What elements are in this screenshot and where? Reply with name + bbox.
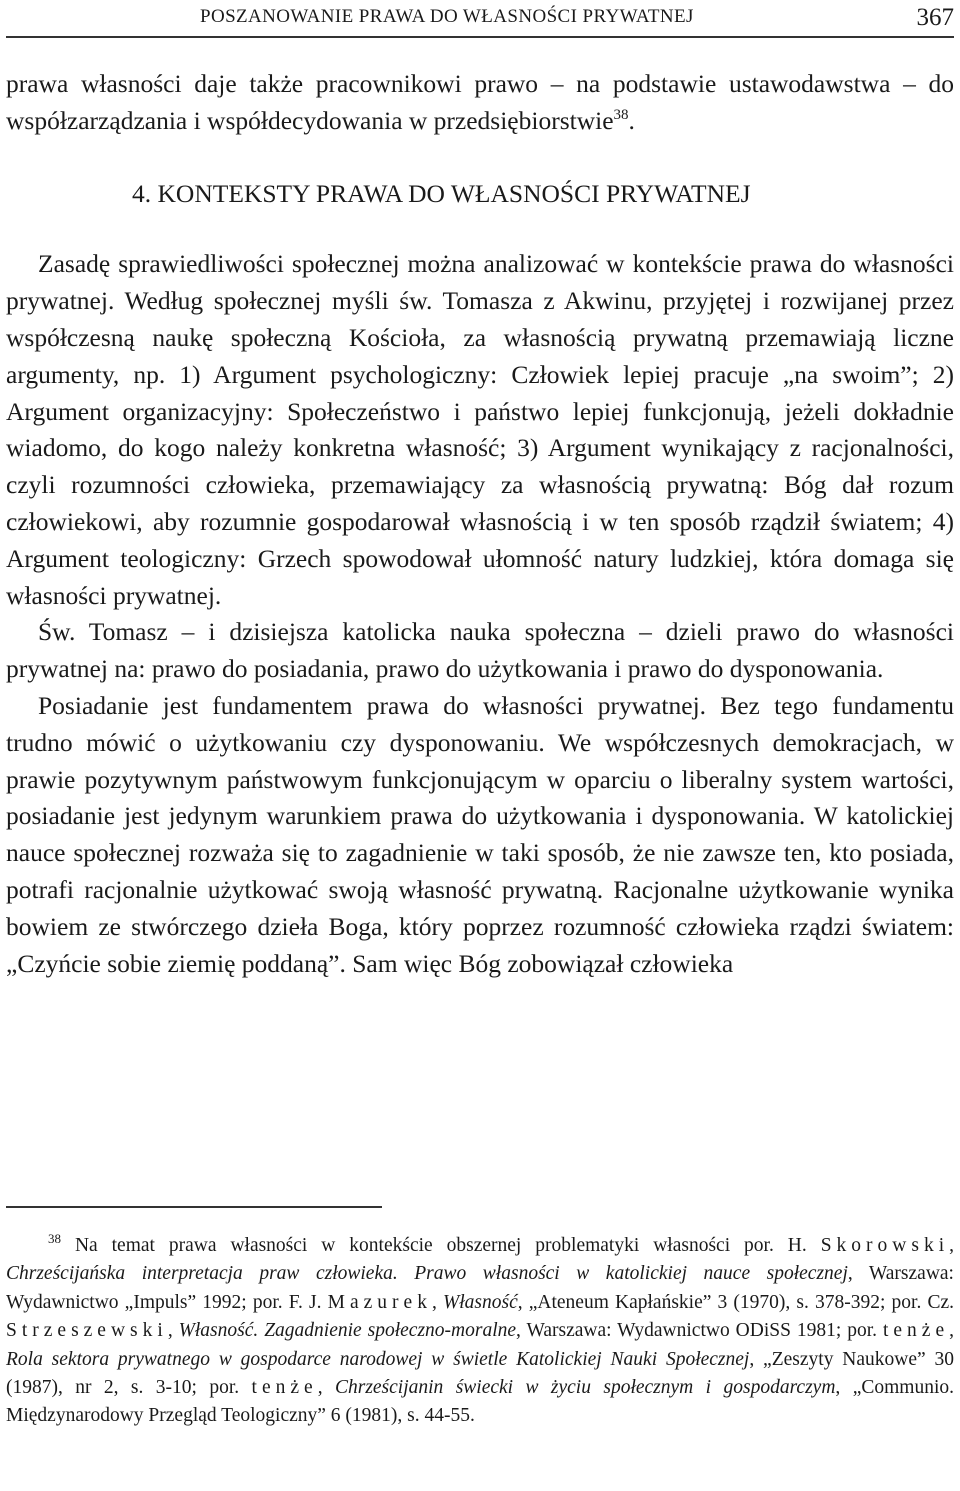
paragraph-text-end: . bbox=[628, 105, 635, 135]
body-text bbox=[6, 66, 954, 982]
paragraph-text: prawa własności daje także pracownikowi prawo – na podstawie ustawodawstwa – do współzarządzania i współdecydowania w przedsiębiorstwie bbox=[6, 69, 954, 135]
section-heading: 4. KONTEKSTY PRAWA DO WŁASNOŚCI PRYWATNEJ bbox=[132, 178, 751, 208]
paragraph-1: Zasadę sprawiedliwości społecznej można analizować w kontekście prawa do własności prywatnej. Według społecznej myśli św. Tomasza z Akwinu, przyjętej i rozwijanej przez współczesną naukę społeczną Kościoła, za własnością prywatną przemawiają liczne argumenty, np. 1) Argument psychologiczny: Człowiek lepiej pracuje „na swoim”; 2) Argument organizacyjny: Społeczeństwo i państwo lepiej funkcjonują, jeżeli dokładnie wiadomo, do kogo należy konkretna własność; 3) Argument wynikający z racjonalności, czyli rozumności człowieka, przemawiający za własnością prywatną: Bóg dał rozum człowiekowi, aby rozumnie gospodarował własnością i w ten sposób rządził światem; 4) Argument teologiczny: Grzech spowodował ułomność natury ludzkiej, która domaga się własności prywatnej. bbox=[6, 249, 954, 610]
footnote-text: , bbox=[317, 1377, 335, 1399]
paragraph-3: Posiadanie jest fundamentem prawa do własności prywatnej. Bez tego fundamentu trudno mówić o użytkowaniu czy dysponowaniu. We współczesnych demokracjach, w prawie pozytywnym państwowym funkcjonującym w oparciu o liberalny system wartości, posiadanie jest jedynym warunkiem prawa do użytkowania i dysponowania. W katolickiej nauce społecznej rozważa się to zagadnienie w taki sposób, że nie zawsze ten, kto posiada, potrafi racjonalnie użytkować swoją własność prywatną. Racjonalne użytkowanie wynika bowiem ze stwórczego dzieła Boga, który poprzez rozumność człowieka rządzi światem: „Czyńcie sobie ziemię poddaną”. Sam więc Bóg zobowiązał człowieka bbox=[6, 690, 954, 978]
footnote-text: , bbox=[949, 1235, 954, 1256]
title-italic: Własność bbox=[442, 1291, 518, 1313]
title-italic: Rola sektora prywatnego w gospodarce narodowej w świetle Katolickiej Nauki Społecznej bbox=[6, 1348, 750, 1370]
footnote-text: , bbox=[431, 1291, 443, 1313]
author-name: tenże bbox=[882, 1320, 950, 1342]
footnote-text: , bbox=[167, 1320, 179, 1342]
footnote-mark: 38 bbox=[48, 1231, 61, 1246]
footnotes bbox=[6, 1232, 954, 1431]
footnote-text: Na temat prawa własności w kontekście obszernej problematyki własności por. H. bbox=[61, 1235, 821, 1256]
footnote-38 bbox=[6, 1232, 954, 1431]
author-name: Strzeszewski bbox=[6, 1320, 168, 1342]
author-name: Mazurek bbox=[327, 1291, 432, 1313]
footnote-text: , bbox=[949, 1320, 954, 1342]
page-number: 367 bbox=[916, 4, 954, 31]
footnote-text: , Warszawa: Wydawnictwo ODiSS 1981; por. bbox=[516, 1320, 883, 1342]
title-italic: Własność. Zagadnienie społeczno-moralne bbox=[178, 1320, 517, 1342]
author-name: Skorowski bbox=[820, 1235, 950, 1256]
footnote-text: , „Communio. Międzynarodowy Przegląd Teologiczny” 6 (1981), s. 44-55. bbox=[6, 1377, 954, 1427]
author-name: tenże bbox=[251, 1377, 318, 1399]
footnote-text: , Warszawa: Wydawnictwo „Impuls” 1992; por. F. J. bbox=[6, 1263, 954, 1313]
footnote-text: , „Ateneum Kapłańskie” 3 (1970), s. 378-392; por. Cz. bbox=[517, 1291, 955, 1313]
footnote-reference: 38 bbox=[613, 106, 629, 123]
running-header bbox=[6, 4, 954, 34]
paragraph-2: Św. Tomasz – i dzisiejsza katolicka nauka społeczna – dzieli prawo do własności prywatnej na: prawo do posiadania, prawo do użytkowania i prawo do dysponowania. bbox=[6, 617, 954, 684]
footnote-text: , „Zeszyty Naukowe” 30 (1987), nr 2, s. 3-10; por. bbox=[6, 1348, 954, 1399]
title-italic: Chrześcijańska interpretacja praw człowieka. Prawo własności w katolickiej nauce społecznej bbox=[6, 1263, 848, 1285]
paragraph-continued bbox=[6, 66, 954, 140]
title-italic: Chrześcijanin świecki w życiu społecznym i gospodarczym bbox=[334, 1377, 836, 1399]
header-rule bbox=[6, 36, 954, 38]
running-title: POSZANOWANIE PRAWA DO WŁASNOŚCI PRYWATNEJ bbox=[200, 6, 694, 27]
footnote-rule bbox=[6, 1206, 382, 1208]
